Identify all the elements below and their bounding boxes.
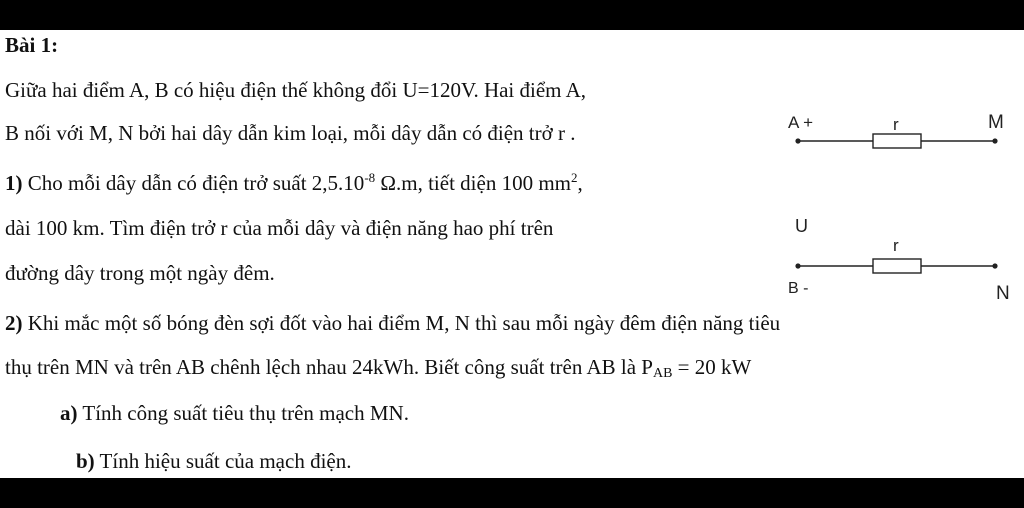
node-n: [992, 263, 997, 268]
question-1-text-a: Cho mỗi dây dẫn có điện trở suất 2,5.10: [22, 171, 365, 195]
label-m: M: [988, 112, 1004, 133]
question-1-number: 1): [5, 171, 23, 195]
resistor-bottom: [873, 259, 921, 273]
sub-question-b-label: b): [76, 449, 95, 473]
sub-question-a: [60, 400, 409, 426]
node-a: [795, 138, 800, 143]
question-1-line-2: dài 100 km. Tìm điện trở r của mỗi dây và điện năng hao phí trên: [5, 216, 554, 240]
resistor-top: [873, 134, 921, 148]
sub-question-b: [76, 448, 351, 474]
question-1-exponent: -8: [364, 170, 376, 185]
question-1-line-3: đường dây trong một ngày đêm.: [5, 261, 275, 285]
node-b: [795, 263, 800, 268]
problem-sheet: [0, 30, 1024, 478]
label-u: U: [795, 216, 808, 236]
question-1-line-1: [5, 170, 583, 196]
question-2-text-b: = 20 kW: [672, 355, 752, 379]
question-2-text: Khi mắc một số bóng đèn sợi đốt vào hai điểm M, N thì sau mỗi ngày đêm điện năng tiêu: [22, 311, 781, 335]
question-1-text-c: ,: [577, 171, 583, 195]
sub-question-b-text: Tính hiệu suất của mạch điện.: [94, 449, 352, 473]
intro-line-2: B nối với M, N bởi hai dây dẫn kim loại, mỗi dây dẫn có điện trở r .: [5, 121, 576, 145]
circuit-diagram: [770, 90, 1024, 310]
problem-title: Bài 1:: [5, 33, 59, 57]
intro-line-1: Giữa hai điểm A, B có hiệu điện thế không đổi U=120V. Hai điểm A,: [5, 78, 587, 102]
question-2-line-1: [5, 310, 780, 336]
question-1-text-b: Ω.m, tiết diện 100 mm: [375, 171, 571, 195]
sub-question-a-label: a): [60, 401, 78, 425]
power-subscript: AB: [652, 366, 673, 381]
question-2-line-2: [5, 354, 751, 380]
label-n: N: [996, 283, 1010, 304]
question-2-number: 2): [5, 311, 23, 335]
question-1-exponent-2: 2: [571, 170, 578, 185]
label-a: A +: [788, 113, 814, 132]
node-m: [992, 138, 997, 143]
label-r-top: r: [893, 115, 899, 134]
label-r-bottom: r: [893, 236, 899, 255]
question-2-text-a: thụ trên MN và trên AB chênh lệch nhau 24kWh. Biết công suất trên AB là P: [5, 355, 653, 379]
sub-question-a-text: Tính công suất tiêu thụ trên mạch MN.: [77, 401, 409, 425]
label-b: B -: [788, 280, 809, 297]
